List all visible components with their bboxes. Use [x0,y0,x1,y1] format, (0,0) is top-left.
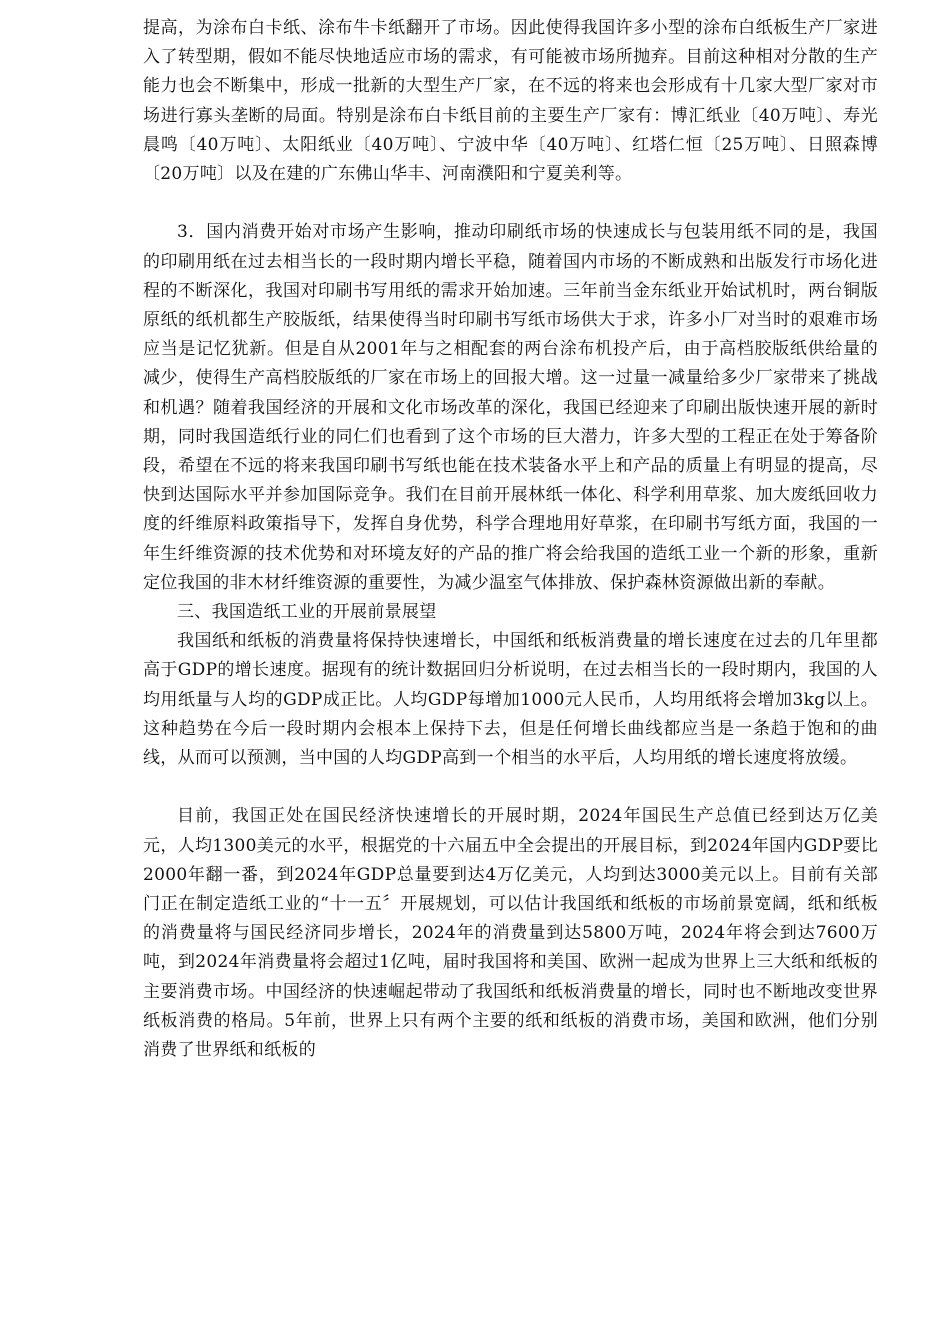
paragraph-consumption-growth: 我国纸和纸板的消费量将保持快速增长，中国纸和纸板消费量的增长速度在过去的几年里都高于GDP的增长速度。据现有的统计数据回归分析说明，在过去相当长的一段时期内，我国的人均用纸量与人均的GDP成正比。人均GDP每增加1000元人民币，人均用纸将会增加3kg以上。这种趋势在今后一段时期内会根本上保持下去，但是任何增长曲线都应当是一条趋于饱和的曲线，从而可以预测，当中国的人均GDP高到一个相当的水平后，人均用纸的增长速度将放缓。 [143,631,878,769]
section-heading-prospects: 三、我国造纸工业的开展前景展望 [177,602,437,623]
paragraph-economic-development: 目前，我国正处在国民经济快速增长的开展时期，2024年国民生产总值已经到达万亿美元，人均1300美元的水平，根据党的十六届五中全会提出的开展目标，到2024年国内GDP要比2000年翻一番，到2024年GDP总量要到达4万亿美元，人均到达3000美元以上。目前有关部门正在制定造纸工业的“十一五〞开展规划，可以估计我国纸和纸板的市场前景宽阔，纸和纸板的消费量将与国民经济同步增长，2024年的消费量到达5800万吨，2024年将会到达7600万吨，到2024年消费量将会超过1亿吨，届时我国将和美国、欧洲一起成为世界上三大纸和纸板的主要消费市场。中国经济的快速崛起带动了我国纸和纸板消费量的增长，同时也不断地改变世界纸板消费的格局。5年前，世界上只有两个主要的纸和纸板的消费市场，美国和欧洲，他们分别消费了世界纸和纸板的 [143,806,878,1061]
document-body [143,14,878,1065]
paragraph-printing-paper-market: 3．国内消费开始对市场产生影响，推动印刷纸市场的快速成长与包装用纸不同的是，我国的印刷用纸在过去相当长的一段时期内增长平稳，随着国内市场的不断成熟和出版发行市场化进程的不断深化，我国对印刷书写用纸的需求开始加速。三年前当金东纸业开始试机时，两台铜版原纸的纸机都生产胶版纸，结果使得当时印刷书写纸市场供大于求，许多小厂对当时的艰难市场应当是记忆犹新。但是自从2001年与之相配套的两台涂布机投产后，由于高档胶版纸供给量的减少，使得生产高档胶版纸的厂家在市场上的回报大增。这一过量一减量给多少厂家带来了挑战和机遇？随着我国经济的开展和文化市场改革的深化，我国已经迎来了印刷出版快速开展的新时期，同时我国造纸行业的同仁们也看到了这个市场的巨大潜力，许多大型的工程正在处于筹备阶段，希望在不远的将来我国印刷书写纸也能在技术装备水平上和产品的质量上有明显的提高，尽快到达国际水平并参加国际竞争。我们在目前开展林纸一体化、科学利用草浆、加大废纸回收力度的纤维原料政策指导下，发挥自身优势，科学合理地用好草浆，在印刷书写纸方面，我国的一年生纤维资源的技术优势和对环境友好的产品的推广将会给我国的造纸工业一个新的形象，重新定位我国的非木材纤维资源的重要性，为减少温室气体排放、保护森林资源做出新的奉献。 [143,222,878,593]
paragraph-continuation: 提高，为涂布白卡纸、涂布牛卡纸翻开了市场。因此使得我国许多小型的涂布白纸板生产厂家进入了转型期，假如不能尽快地适应市场的需求，有可能被市场所抛弃。目前这种相对分散的生产能力也会不断集中，形成一批新的大型生产厂家，在不远的将来也会形成有十几家大型厂家对市场进行寡头垄断的局面。特别是涂布白卡纸目前的主要生产厂家有：博汇纸业〔40万吨〕、寿光晨鸣〔40万吨〕、太阳纸业〔40万吨〕、宁波中华〔40万吨〕、红塔仁恒〔25万吨〕、日照森博〔20万吨〕以及在建的广东佛山华丰、河南濮阳和宁夏美利等。 [143,18,878,185]
